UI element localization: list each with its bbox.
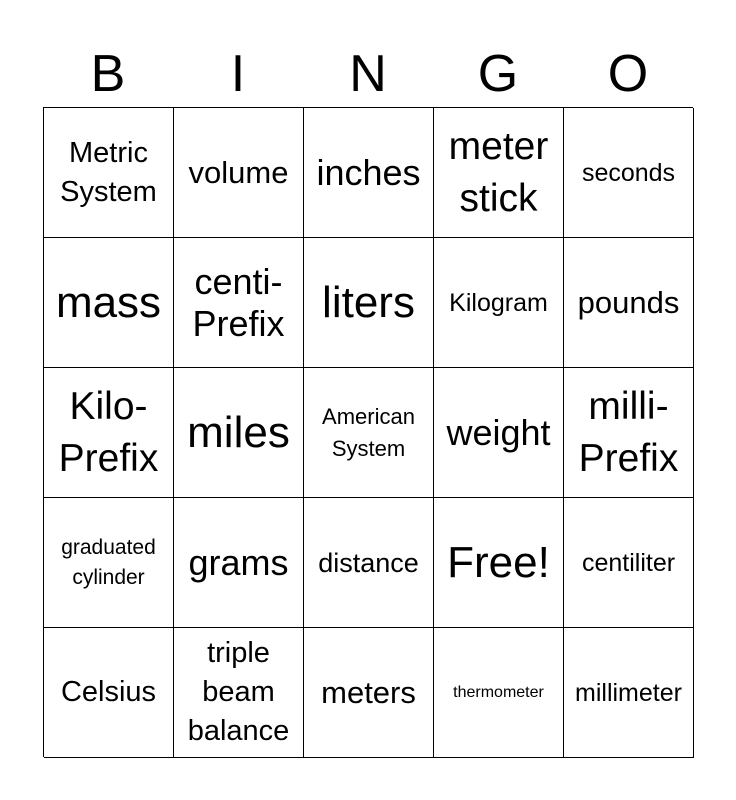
bingo-cell[interactable] xyxy=(564,498,694,628)
bingo-cell[interactable] xyxy=(434,238,564,368)
bingo-cell[interactable] xyxy=(304,628,434,758)
cell-label: mass xyxy=(55,277,162,327)
bingo-cell[interactable] xyxy=(44,108,174,238)
header-letter-n: N xyxy=(349,45,387,103)
bingo-cell[interactable] xyxy=(564,368,694,498)
bingo-cell[interactable] xyxy=(174,498,304,628)
cell-label: weight xyxy=(446,412,551,453)
bingo-cell[interactable] xyxy=(434,498,564,628)
cell-label: Metric System xyxy=(60,136,157,208)
cell-label: liters xyxy=(322,277,415,327)
header-letter-i: I xyxy=(230,45,246,103)
bingo-cell[interactable] xyxy=(304,238,434,368)
cell-label: centiliter xyxy=(581,548,676,577)
cell-label: Kilo- Prefix xyxy=(58,384,159,480)
cell-label: pounds xyxy=(577,285,680,320)
bingo-cell[interactable] xyxy=(174,628,304,758)
bingo-cell[interactable] xyxy=(44,498,174,628)
bingo-cell[interactable] xyxy=(304,368,434,498)
bingo-cell[interactable] xyxy=(44,628,174,758)
cell-label: millimeter xyxy=(575,678,682,707)
cell-label: centi- Prefix xyxy=(192,260,285,344)
header-letter-b: B xyxy=(90,45,126,103)
bingo-cell[interactable] xyxy=(434,628,564,758)
bingo-cell[interactable] xyxy=(174,238,304,368)
cell-label: triple beam balance xyxy=(187,637,290,747)
cell-label: Celsius xyxy=(60,676,157,708)
bingo-cell[interactable] xyxy=(304,498,434,628)
cell-label: Kilogram xyxy=(449,288,548,317)
bingo-cell[interactable] xyxy=(44,238,174,368)
cell-label: Free! xyxy=(447,537,550,587)
bingo-cell[interactable] xyxy=(564,108,694,238)
cell-label: miles xyxy=(187,407,290,457)
cell-label: volume xyxy=(188,155,289,190)
bingo-header xyxy=(43,40,693,108)
cell-label: inches xyxy=(316,152,421,193)
bingo-cell[interactable] xyxy=(174,108,304,238)
bingo-cell[interactable] xyxy=(44,368,174,498)
bingo-cell[interactable] xyxy=(564,238,694,368)
bingo-cell[interactable] xyxy=(174,368,304,498)
cell-label: meters xyxy=(321,675,416,710)
cell-label: grams xyxy=(188,542,289,583)
bingo-board xyxy=(43,107,693,757)
cell-label: graduated cylinder xyxy=(61,535,156,589)
cell-label: seconds xyxy=(581,158,676,187)
cell-label: meter stick xyxy=(448,124,549,220)
bingo-cell[interactable] xyxy=(434,108,564,238)
header-letter-o: O xyxy=(607,45,649,103)
cell-label: American System xyxy=(322,403,415,461)
cell-label: distance xyxy=(318,547,419,578)
cell-label: thermometer xyxy=(453,683,544,701)
cell-label: milli- Prefix xyxy=(578,384,679,480)
bingo-cell[interactable] xyxy=(434,368,564,498)
bingo-cell[interactable] xyxy=(304,108,434,238)
bingo-cell[interactable] xyxy=(564,628,694,758)
header-letter-g: G xyxy=(477,45,519,103)
